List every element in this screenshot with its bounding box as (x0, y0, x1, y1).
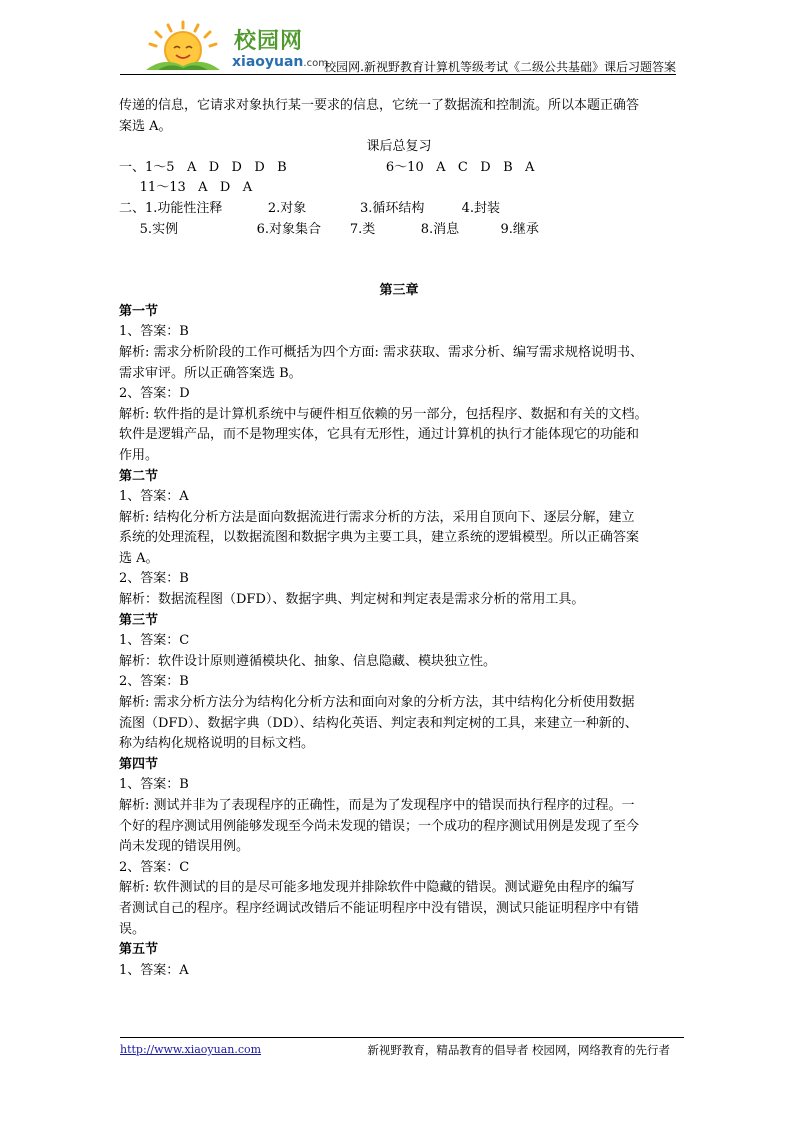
section-line: 选 A。 (119, 550, 159, 566)
section-line: 误。 (119, 921, 146, 937)
document-body (119, 96, 679, 981)
header-title: 校园网.新视野教育计算机等级考试《二级公共基础》课后习题答案 (324, 60, 676, 74)
section-line: 2、答案：D (119, 386, 190, 402)
section-line: 解析: 软件测试的目的是尽可能多地发现并排除软件中隐藏的错误。测试避免由程序的编写 (119, 880, 635, 896)
page-footer (120, 1037, 684, 1057)
review-answer-row: 11～13 A D A (119, 180, 253, 196)
section-line: 个好的程序测试用例能够发现至今尚未发现的错误；一个成功的程序测试用例是发现了至今 (119, 818, 640, 834)
section-title: 第五节 (119, 942, 159, 958)
logo-chinese-text: 校园网 (234, 29, 304, 54)
section-line: 需求审评。所以正确答案选 B。 (119, 365, 302, 381)
section-line: 称为结构化规格说明的目标文档。 (119, 736, 315, 752)
section-line: 1、答案：A (119, 962, 189, 978)
chapter-title: 第三章 (379, 283, 419, 299)
footer-link[interactable]: http://www.xiaoyuan.com (120, 1043, 262, 1056)
section-line: 系统的处理流程，以数据流图和数据字典为主要工具，建立系统的逻辑模型。所以正确答案 (119, 530, 640, 546)
section-title: 第三节 (119, 612, 159, 628)
review-title: 课后总复习 (366, 139, 432, 155)
review-answer-row: 5.实例 6.对象集合 7.类 8.消息 9.继承 (119, 221, 539, 237)
section-line: 解析：软件设计原则遵循模块化、抽象、信息隐藏、模块独立性。 (119, 653, 497, 669)
section-line: 解析：数据流程图（DFD）、数据字典、判定树和判定表是需求分析的常用工具。 (119, 592, 585, 608)
section-line: 流图（DFD）、数据字典（DD）、结构化英语、判定表和判定树的工具，来建立一种新的、 (119, 715, 638, 731)
section-title: 第四节 (119, 756, 159, 772)
section-line: 2、答案：C (119, 859, 190, 875)
section-line: 解析: 需求分析方法分为结构化分析方法和面向对象的分析方法，其中结构化分析使用数据 (119, 695, 635, 711)
sections-container (119, 302, 679, 982)
logo-english-text (232, 54, 328, 70)
footer-divider (120, 1037, 684, 1038)
section-line: 1、答案：C (119, 633, 190, 649)
section-line: 1、答案：A (119, 489, 189, 505)
logo-domain-suffix: .com (303, 58, 328, 69)
sun-mascot-icon (138, 18, 228, 72)
section-line: 2、答案：B (119, 674, 189, 690)
section-line: 解析: 软件指的是计算机系统中与硬件相互依赖的另一部分，包括程序、数据和有关的文档。 (119, 406, 648, 422)
section-line: 软件是逻辑产品，而不是物理实体，它具有无形性，通过计算机的执行才能体现它的功能和 (119, 427, 640, 443)
section-line: 解析: 结构化分析方法是面向数据流进行需求分析的方法，采用自顶向下、逐层分解，建立 (119, 509, 635, 525)
blank-space (119, 240, 679, 281)
section-title: 第一节 (119, 303, 159, 319)
footer-slogan: 新视野教育，精品教育的倡导者 校园网，网络教育的先行者 (367, 1043, 670, 1057)
header-divider (120, 74, 676, 75)
section-title: 第二节 (119, 468, 159, 484)
intro-line: 案选 A。 (119, 118, 172, 134)
section-line: 解析: 需求分析阶段的工作可概括为四个方面: 需求获取、需求分析、编写需求规格说明书、 (119, 344, 644, 360)
page-header (120, 16, 676, 74)
section-line: 者测试自己的程序。程序经调试改错后不能证明程序中没有错误，测试只能证明程序中有错 (119, 900, 640, 916)
intro-line: 传递的信息，它请求对象执行某一要求的信息，它统一了数据流和控制流。所以本题正确答 (119, 98, 640, 113)
section-line: 尚未发现的错误用例。 (119, 839, 250, 855)
section-line: 1、答案：B (119, 324, 189, 340)
xiaoyuan-logo[interactable] (138, 16, 338, 74)
logo-domain: xiaoyuan (232, 54, 304, 70)
section-line: 解析: 测试并非为了表现程序的正确性，而是为了发现程序中的错误而执行程序的过程。一 (119, 798, 635, 813)
section-line: 1、答案：B (119, 777, 189, 793)
section-line: 作用。 (119, 447, 159, 463)
review-answer-row: 二、1.功能性注释 2.对象 3.循环结构 4.封装 (119, 200, 500, 216)
section-line: 2、答案：B (119, 571, 189, 587)
review-answer-row: 一、1～5 A D D D B 6～10 A C D B A (119, 159, 535, 175)
